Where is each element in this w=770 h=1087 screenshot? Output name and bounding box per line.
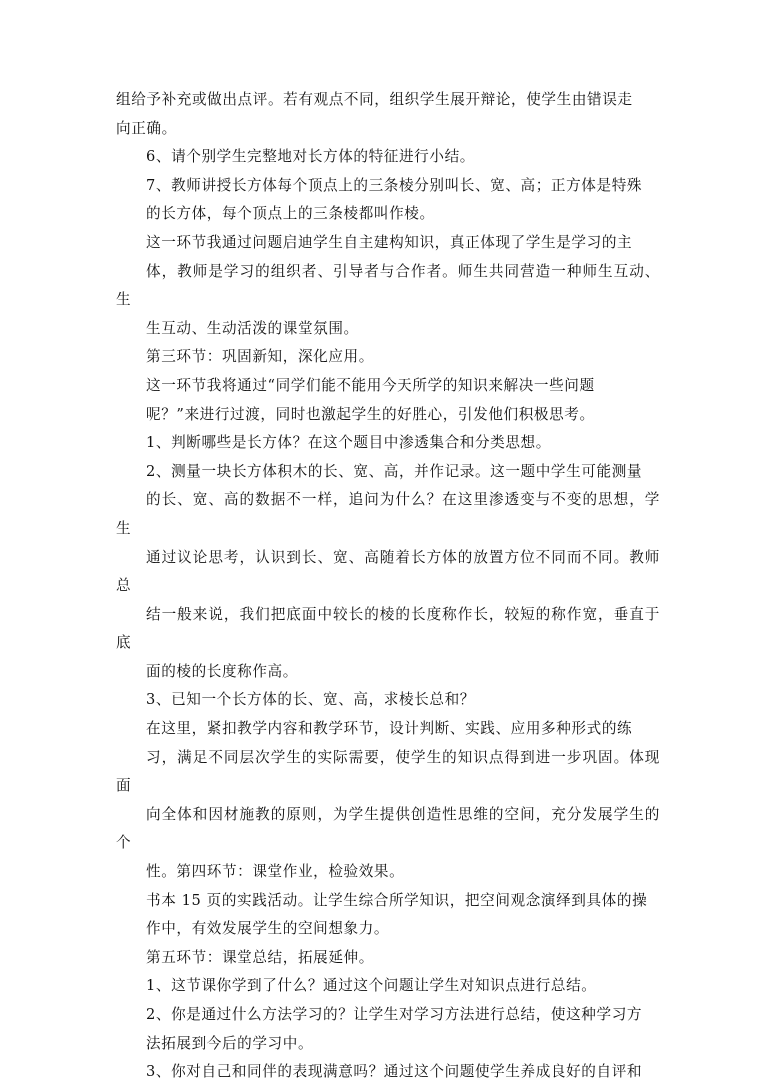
text-line: 生互动、生动活泼的课堂氛围。 — [146, 319, 359, 337]
paragraph — [116, 458, 660, 687]
paragraph — [116, 686, 660, 715]
paragraph — [116, 143, 660, 172]
text-line: 向正确。 — [116, 119, 177, 137]
document-body — [116, 86, 660, 1087]
text-line: 的长、宽、高的数据不一样，追问为什么？在这里渗透变与不变的思想，学生 — [116, 491, 660, 537]
text-line: 这一环节我将通过“同学们能不能用今天所学的知识来解决一些问题 — [146, 376, 595, 394]
paragraph — [116, 172, 660, 229]
text-line: 这一环节我通过问题启迪学生自主建构知识，真正体现了学生是学习的主 — [146, 233, 633, 251]
text-line: 组给予补充或做出点评。若有观点不同，组织学生展开辩论，使学生由错误走 — [116, 91, 633, 108]
paragraph — [116, 229, 660, 343]
text-line: 书本 15 页的实践活动。让学生综合所学知识，把空间观念演绎到具体的操 — [146, 891, 648, 909]
text-line: 呢？”来进行过渡，同时也激起学生的好胜心，引发他们积极思考。 — [146, 405, 595, 423]
text-line: 1、这节课你学到了什么？通过这个问题让学生对知识点进行总结。 — [146, 977, 597, 995]
paragraph — [116, 429, 660, 458]
paragraph — [116, 715, 660, 887]
text-line: 2、你是通过什么方法学习的？让学生对学习方法进行总结，使这种学习方 — [146, 1006, 643, 1023]
paragraph — [116, 372, 660, 429]
paragraph — [116, 972, 660, 1001]
text-line: 习，满足不同层次学生的实际需要，使学生的知识点得到进一步巩固。体现面 — [116, 748, 660, 795]
text-line: 第五环节：课堂总结，拓展延伸。 — [146, 948, 374, 966]
text-line: 3、已知一个长方体的长、宽、高，求棱长总和？ — [146, 691, 475, 709]
paragraph — [116, 1001, 660, 1058]
text-line: 面的棱的长度称作高。 — [146, 662, 298, 680]
text-line: 体，教师是学习的组织者、引导者与合作者。师生共同营造一种师生互动、生 — [116, 262, 660, 309]
text-line: 3、你对自己和同伴的表现满意吗？通过这个问题使学生养成良好的自评和 — [146, 1063, 643, 1081]
text-line: 的长方体，每个顶点上的三条棱都叫作棱。 — [146, 205, 435, 223]
text-line: 向全体和因材施教的原则，为学生提供创造性思维的空间，充分发展学生的个 — [116, 805, 660, 852]
paragraph — [116, 86, 660, 143]
paragraph — [116, 944, 660, 973]
text-line: 6、请个别学生完整地对长方体的特征进行小结。 — [146, 148, 475, 166]
text-line: 法拓展到今后的学习中。 — [146, 1034, 314, 1052]
text-line: 7、教师讲授长方体每个顶点上的三条棱分别叫长、宽、高；正方体是特殊 — [146, 176, 643, 194]
text-line: 通过议论思考，认识到长、宽、高随着长方体的放置方位不同而不同。教师总 — [116, 548, 660, 595]
paragraph — [116, 343, 660, 372]
text-line: 1、判断哪些是长方体？在这个题目中渗透集合和分类思想。 — [146, 434, 551, 452]
text-line: 性。第四环节：课堂作业，检验效果。 — [146, 863, 405, 881]
paragraph — [116, 1058, 660, 1087]
paragraph — [116, 887, 660, 944]
text-line: 2、测量一块长方体积木的长、宽、高，并作记录。这一题中学生可能测量 — [146, 462, 643, 480]
text-line: 第三环节：巩固新知，深化应用。 — [146, 348, 374, 366]
text-line: 作中，有效发展学生的空间想象力。 — [146, 920, 390, 938]
text-line: 结一般来说，我们把底面中较长的棱的长度称作长，较短的称作宽，垂直于底 — [116, 605, 660, 652]
text-line: 在这里，紧扣教学内容和教学环节，设计判断、实践、应用多种形式的练 — [146, 720, 633, 738]
